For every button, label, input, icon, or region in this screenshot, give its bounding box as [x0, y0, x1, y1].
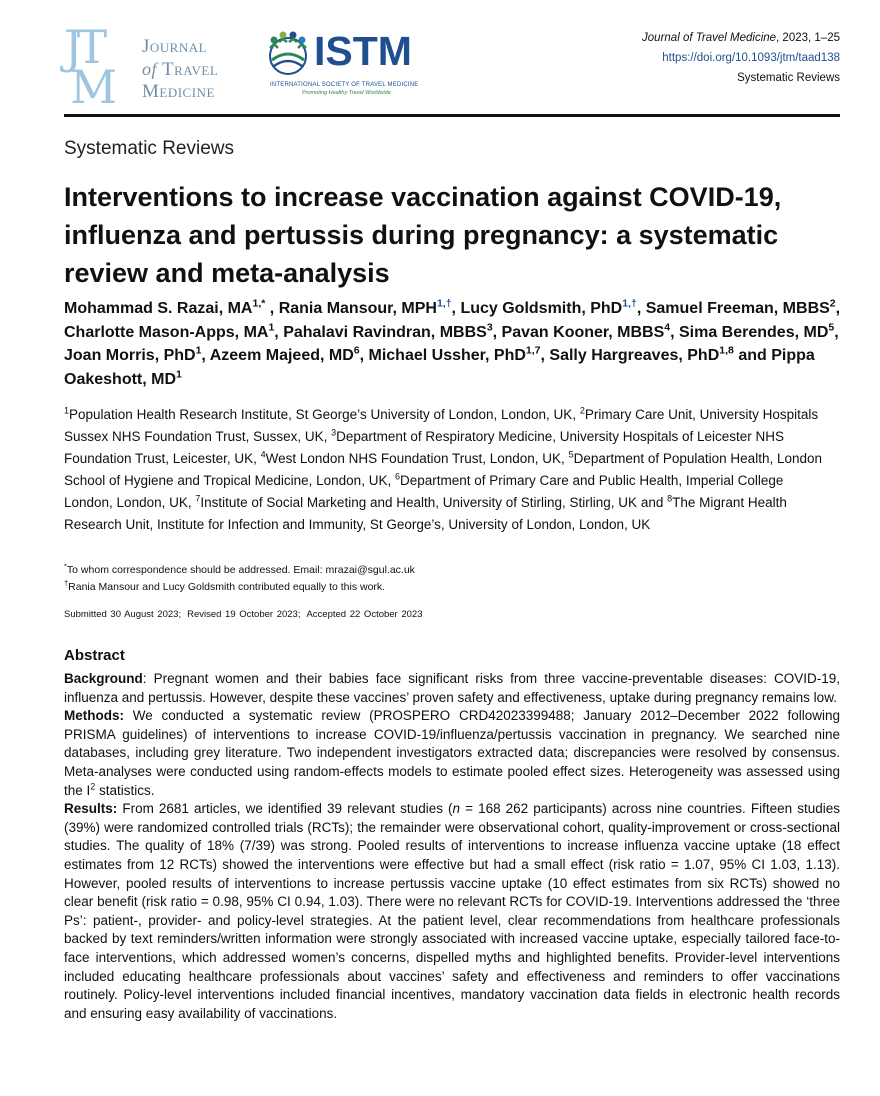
- author[interactable]: Samuel Freeman, MBBS$^2$: [645, 297, 836, 317]
- abstract-body: [64, 670, 840, 1023]
- journal-logo[interactable]: [64, 20, 244, 114]
- revised-date: Revised 19 October 2023;: [187, 609, 301, 620]
- author[interactable]: Lucy Goldsmith, PhD$^{1,\dagger}$: [460, 297, 637, 317]
- footnotes: [64, 562, 415, 596]
- globe-people-icon: [262, 26, 314, 82]
- author[interactable]: Pippa Oakeshott, $MD^1$: [64, 347, 815, 388]
- jtm-word-journal: Journal: [142, 36, 208, 57]
- author[interactable]: Sima Berendes, $MD^5$: [678, 321, 835, 341]
- affiliation-list: [64, 404, 834, 536]
- journal-issue: , 2023, 1–25: [776, 32, 840, 44]
- istm-wordmark: ISTM: [314, 28, 412, 74]
- submitted-date: Submitted 30 August 2023;: [64, 609, 182, 620]
- section-label: Systematic Reviews: [64, 138, 234, 159]
- article-title: Interventions to increase vaccination against COVID-19, influenza and pertussis during pregnancy: a systematic review and meta-analysis: [64, 182, 782, 288]
- doi-link[interactable]: https://doi.org/10.1093/jtm/taad138: [662, 52, 840, 64]
- abstract-heading: Abstract: [64, 647, 125, 664]
- journal-name: Journal of Travel Medicine: [642, 32, 777, 44]
- istm-logo[interactable]: [262, 26, 442, 100]
- author[interactable]: Rania Mansour, $MPH^{1,\dagger}$: [278, 297, 452, 317]
- abstract-background: Background: Pregnant women and their babies face significant risks from three vaccine-preventable diseases: COVID-19, influenza and pertussis. However, despite these vaccines’ proven safety and effectiveness, uptake during pregnancy remains low.: [64, 671, 840, 705]
- article-type: Systematic Reviews: [737, 72, 840, 84]
- header-divider: [64, 114, 840, 117]
- abstract-results: Results: From 2681 articles, we identified 39 relevant studies (n = 168 262 participants) across nine countries. Fifteen studies (39%) were randomized controlled trials (RCTs); the remainder were observational cohort, quality-improvement or cross-sectional studies. The quality of 18% (7/39) was strong. Pooled results of interventions to increase influenza vaccine uptake (18 effect estimates from 12 RCTs) showed the interventions were effective but had a small effect (risk ratio = 1.07, 95% CI 1.03, 1.13). However, pooled results of interventions to increase pertussis vaccine uptake (10 effect estimates from six RCTs) showed no clear benefit (risk ratio = 0.98, 95% CI 0.94, 1.03). There were no relevant RCTs for COVID-19. Interventions addressed the ‘three Ps’: patient-, provider- and policy-level strategies. At the patient level, clear recommendations from healthcare professionals backed by text reminders/written information were strongly associated with increased vaccine uptake, especially tailored face-to-face interventions, which addressed women’s concerns, dispelled myths and highlighted benefits. Provider-level interventions included educating healthcare professionals about vaccines’ safety and effectiveness and reminders to offer vaccinations routinely. Policy-level interventions included financial incentives, mandatory vaccination data fields in electronic health records and ensuring easy availability of vaccinations.: [64, 801, 840, 1021]
- affiliation: $^2$Primary Care Unit, University Hospitals Sussex NHS Foundation Trust, Sussex, UK,: [64, 405, 819, 444]
- affiliation: $^1$Population Health Research Institute, St George’s University of London, London, UK,: [64, 405, 580, 422]
- istm-society-name: INTERNATIONAL SOCIETY OF TRAVEL MEDICINE: [270, 82, 419, 88]
- author[interactable]: Pahalavi Ravindran, MBBS$^3$: [283, 321, 493, 341]
- affiliation: $^7$Institute of Social Marketing and Health, University of Stirling, Stirling, UK and: [195, 493, 668, 510]
- author[interactable]: Sally Hargreaves, PhD$^{1,8}$: [549, 344, 734, 364]
- author[interactable]: Michael Ussher, PhD$^{1,7}$: [368, 344, 541, 364]
- accepted-date: Accepted 22 October 2023: [306, 609, 423, 620]
- author[interactable]: Joan Morris, PhD$^1$: [64, 344, 202, 364]
- author[interactable]: Pavan Kooner, MBBS$^4$: [501, 321, 671, 341]
- author[interactable]: Azeem Majeed, $MD^6$: [209, 344, 360, 364]
- jtm-word-medicine: Medicine: [142, 81, 215, 102]
- jtm-word-travel: Travel: [162, 59, 219, 80]
- jtm-wordmark: [142, 36, 218, 103]
- article-dates: [64, 609, 429, 620]
- affiliation: $^4$West London NHS Foundation Trust, London, UK,: [260, 449, 569, 466]
- affiliation: $^6$Department of Primary Care and Public Health, Imperial College London, London, UK,: [64, 471, 784, 510]
- istm-tagline: Promoting Healthy Travel Worldwide: [302, 90, 391, 96]
- author-list: Mohammad S. Razai, $MA^{1,*}$ , Rania Mansour, $MPH^{1,\dagger}$, Lucy Goldsmith, PhD$^{1,\dagger}$, Samuel Freeman, MBBS$^2$, Charlotte Mason-Apps, $MA^1$, Pahalavi Ravindran, MBBS$^3$, Pavan Kooner, MBBS$^4$, Sima Berendes, $MD^5$, Joan Morris, PhD$^1$, Azeem Majeed, $MD^6$, Michael Ussher, PhD$^{1,7}$, Sally Hargreaves, PhD$^{1,8}$ and Pippa Oakeshott, $MD^1$: [64, 297, 841, 388]
- jtm-monogram-bottom: M: [70, 60, 112, 114]
- affiliation: $^8$The Migrant Health Research Unit, Institute for Infection and Immunity, St George’s, University of London, London, UK: [64, 493, 787, 532]
- journal-meta: [642, 28, 840, 88]
- affiliation: $^3$Department of Respiratory Medicine, University Hospitals of Leicester NHS Foundation Trust, Leicester, UK,: [64, 427, 785, 466]
- author[interactable]: Charlotte Mason-Apps, $MA^1$: [64, 321, 275, 341]
- correspondence-note: *To whom correspondence should be addressed. Email: mrazai@sgul.ac.uk: [64, 561, 415, 576]
- affiliation: $^5$Department of Population Health, London School of Hygiene and Tropical Medicine, London, UK,: [64, 449, 822, 488]
- journal-citation: [642, 28, 840, 48]
- jtm-word-line2: [142, 58, 218, 81]
- author[interactable]: Mohammad S. Razai, $MA^{1,*}$: [64, 297, 266, 317]
- jtm-monogram-top: JT: [64, 20, 102, 74]
- abstract-methods: Methods: We conducted a systematic review (PROSPERO CRD42023399488; January 2012–December 2022 following PRISMA guidelines) of interventions to increase COVID-19/influenza/pertussis vaccination in pregnancy. We searched nine databases, including grey literature. Two independent investigators extracted data; discrepancies were resolved by consensus. Meta-analyses were conducted using random-effects models to estimate pooled effect sizes. Heterogeneity was assessed using the $I^2$ statistics.: [64, 708, 840, 798]
- equal-contribution-note: †Rania Mansour and Lucy Goldsmith contributed equally to this work.: [64, 578, 386, 593]
- jtm-word-of: of: [142, 59, 158, 79]
